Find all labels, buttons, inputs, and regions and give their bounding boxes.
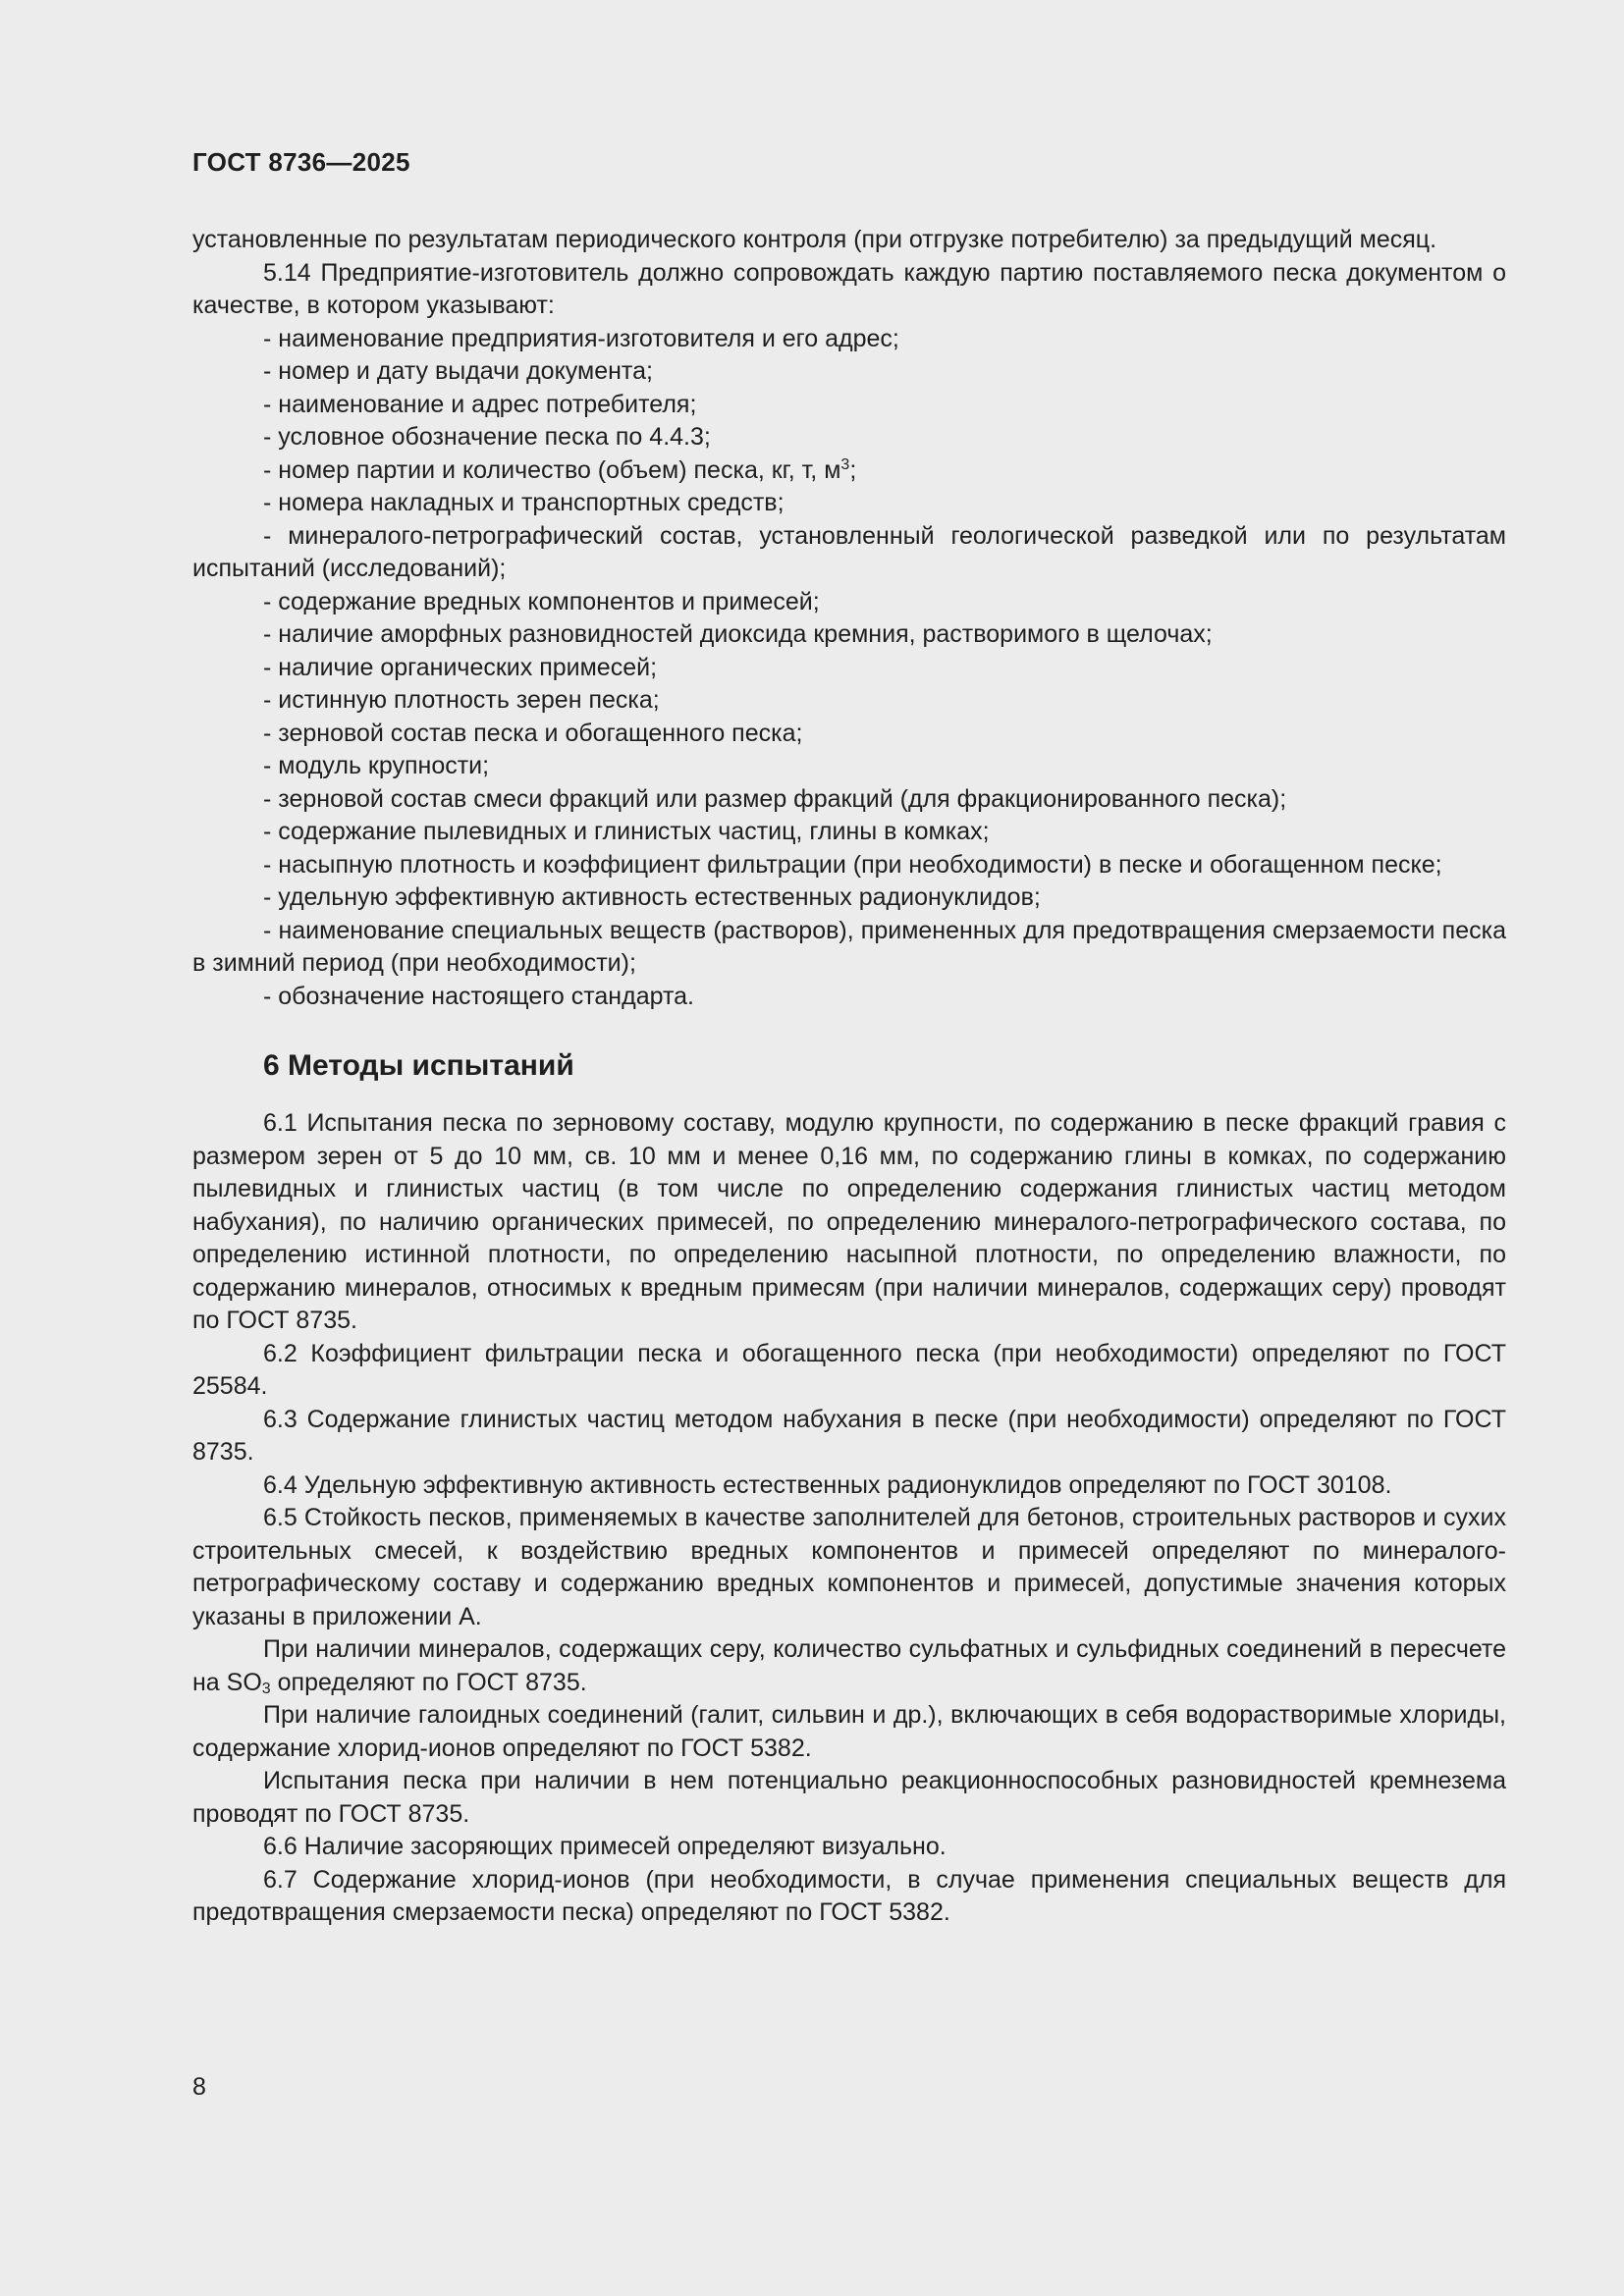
list-item: - содержание вредных компонентов и примесей; (263, 587, 820, 615)
document-header-code: ГОСТ 8736—2025 (192, 147, 410, 177)
paragraph-6-3: 6.3 Содержание глинистых частиц методом набухания в песке (при необходимости) определяют по ГОСТ 8735. (192, 1405, 1506, 1466)
paragraph-6-7: 6.7 Содержание хлорид-ионов (при необходимости, в случае применения специальных веществ для предотвращения смерзаемости песка) определяют по ГОСТ 5382. (192, 1865, 1506, 1926)
list-item-tail: ; (849, 455, 857, 484)
paragraph-6-2: 6.2 Коэффициент фильтрации песка и обогащенного песка (при необходимости) определяют по ГОСТ 25584. (192, 1339, 1506, 1400)
paragraph-6-1: 6.1 Испытания песка по зерновому составу, модулю крупности, по содержанию в песке фракций гравия с размером зерен от 5 до 10 мм, св. 10 мм и менее 0,16 мм, по содержанию глины в комках, по содержанию пылевидных и глинистых частиц (в том числе по определению содержания глинистых частиц методом набухания), по наличию органических примесей, по определению минералого-петрографического состава, по определению истинной плотности, по определению насыпной плотности, по определению влажности, по содержанию минералов, относимых к вредным примесям (при наличии минералов, содержащих серу) проводят по ГОСТ 8735. (192, 1109, 1506, 1334)
list-item: - зерновой состав смеси фракций или размер фракций (для фракционированного песка); (263, 784, 1287, 813)
list-item: - наличие аморфных разновидностей диоксида кремния, растворимого в щелочах; (263, 620, 1213, 648)
list-item: - номера накладных и транспортных средств; (263, 489, 785, 516)
list-item: - наименование предприятия-изготовителя и его адрес; (263, 324, 899, 352)
list-item: - обозначение настоящего стандарта. (263, 982, 694, 1010)
quality-document-list (192, 323, 1506, 1014)
list-item: - наименование специальных веществ (растворов), примененных для предотвращения смерзаемости песка в зимний период (при необходимости); (192, 916, 1506, 977)
document-body (192, 224, 1506, 1930)
list-item: - модуль крупности; (263, 752, 490, 779)
list-item: - насыпную плотность и коэффициент фильтрации (при необходимости) в песке и обогащенном песке; (263, 850, 1442, 879)
paragraph-6-5: 6.5 Стойкость песков, применяемых в качестве заполнителей для бетонов, строительных растворов и сухих строительных смесей, к воздействию вредных компонентов и примесей определяют по минералого-петрографическому составу и содержанию вредных компонентов и примесей, допустимые значения которых указаны в приложении А. (192, 1504, 1506, 1630)
page-number: 8 (192, 2073, 206, 2101)
subscript: 3 (261, 1680, 271, 1697)
paragraph-continuation: установленные по результатам периодического контроля (при отгрузке потребителю) за предыдущий месяц. (192, 226, 1437, 253)
list-item: - удельную эффективную активность естественных радионуклидов; (263, 883, 1041, 911)
list-item: - зерновой состав песка и обогащенного песка; (263, 719, 803, 747)
list-item: - условное обозначение песка по 4.4.3; (263, 423, 711, 451)
list-item: - минералого-петрографический состав, установленный геологической разведкой или по результатам испытаний (исследований); (192, 521, 1506, 582)
list-item: - номер и дату выдачи документа; (263, 357, 653, 385)
paragraph-6-5-silica: Испытания песка при наличии в нем потенциально реакционноспособных разновидностей кремнезема проводят по ГОСТ 8735. (192, 1767, 1506, 1828)
superscript: 3 (840, 455, 850, 473)
list-item: - истинную плотность зерен песка; (263, 686, 660, 714)
paragraph-6-6: 6.6 Наличие засоряющих примесей определяют визуально. (263, 1833, 947, 1860)
section-heading: 6 Методы испытаний (263, 1049, 574, 1082)
paragraph-text: При наличии минералов, содержащих серу, количество сульфатных и сульфидных соединений в пересчете на SO (192, 1635, 1506, 1696)
paragraph-text-tail: определяют по ГОСТ 8735. (270, 1668, 587, 1696)
list-item-text: - номер партии и количество (объем) песка, кг, т, м (263, 455, 841, 484)
paragraph-5-14: 5.14 Предприятие-изготовитель должно сопровождать каждую партию поставляемого песка документом о качестве, в котором указывают: (192, 258, 1506, 319)
paragraph-6-5-sulfur (192, 1633, 1506, 1699)
list-item: - наименование и адрес потребителя; (263, 390, 697, 418)
list-item: - содержание пылевидных и глинистых частиц, глины в комках; (263, 818, 990, 845)
list-item: - наличие органических примесей; (263, 653, 658, 681)
paragraph-6-5-halide: При наличие галоидных соединений (галит, сильвин и др.), включающих в себя водорастворимые хлориды, содержание хлорид-ионов определяют по ГОСТ 5382. (192, 1701, 1506, 1762)
list-item (192, 454, 1506, 488)
paragraph-6-4: 6.4 Удельную эффективную активность естественных радионуклидов определяют по ГОСТ 30108. (263, 1470, 1392, 1499)
